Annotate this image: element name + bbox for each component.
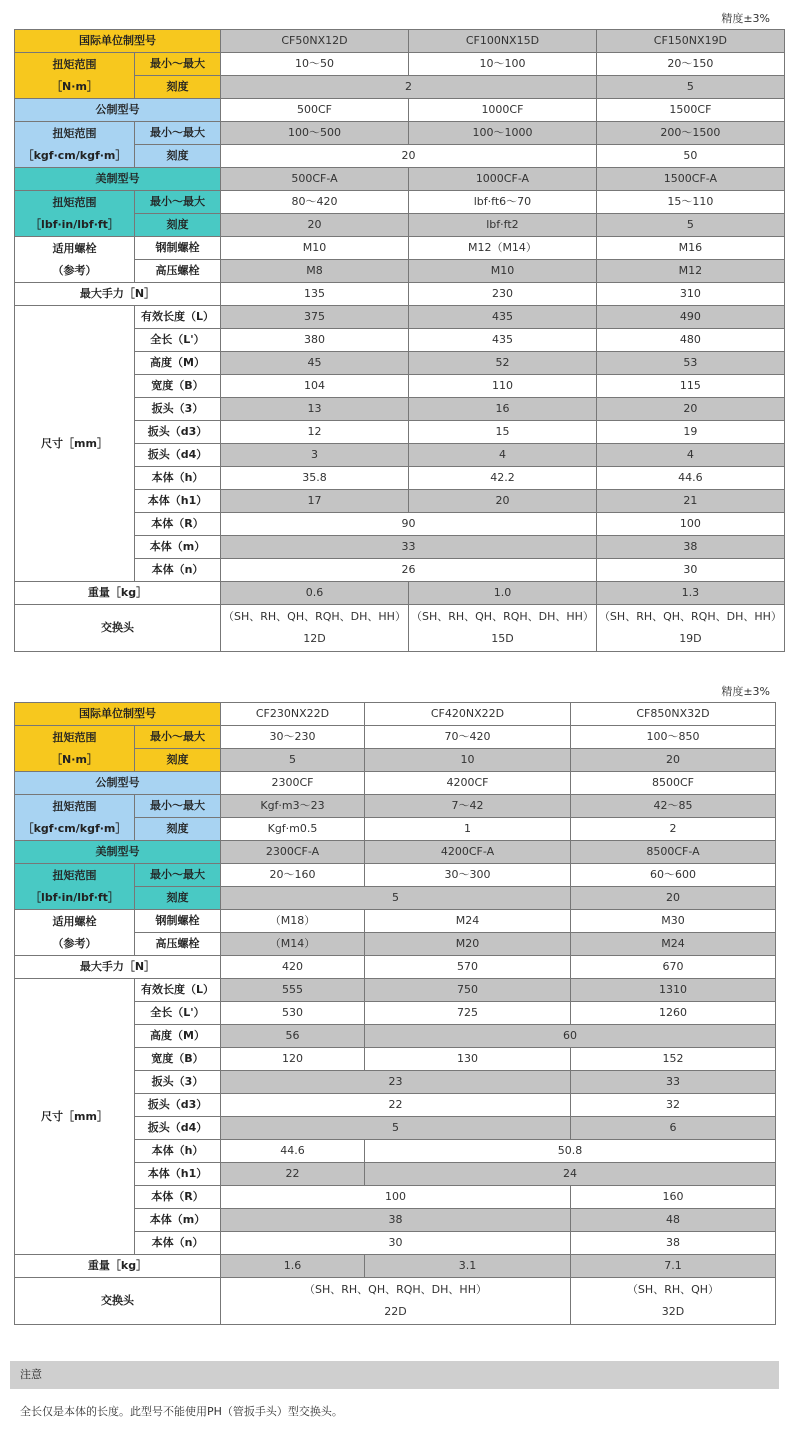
unit-label: ［N·m］ [51,79,98,93]
value-cell: Kgf·m3～23 [221,795,365,818]
value-cell: 10～100 [408,53,596,76]
value-cell: 130 [365,1048,571,1071]
model-cell: 1500CF [596,99,784,122]
value-cell: 45 [221,352,409,375]
unit-label: ［lbf·in/lbf·ft］ [30,890,119,904]
value-cell: 22 [221,1163,365,1186]
value-cell: 19 [596,421,784,444]
dim-label: 全长（L'） [135,1002,221,1025]
value-cell: 44.6 [596,467,784,490]
exchange-types: （SH、RH、QH、RQH、DH、HH） [410,610,594,623]
value-cell: 44.6 [221,1140,365,1163]
table-row [15,306,785,329]
value-cell: 670 [571,956,776,979]
dim-label: 本体（m） [135,1209,221,1232]
note-text: 全长仅是本体的长度。此型号不能使用PH（管扳手头）型交换头。 [20,1405,343,1418]
value-cell: 1.3 [596,582,784,605]
value-cell: 104 [221,375,409,398]
weight-label: 重量［kg］ [15,582,221,605]
model-cell: 2300CF-A [221,841,365,864]
hp-bolt-label: 高压螺栓 [135,260,221,283]
value-cell: 152 [571,1048,776,1071]
exchange-size: 22D [384,1305,407,1318]
value-cell: 38 [571,1232,776,1255]
value-cell: 52 [408,352,596,375]
value-cell: 26 [221,559,597,582]
dim-label: 本体（h1） [135,490,221,513]
table-row [15,956,776,979]
value-cell: 30 [596,559,784,582]
exchange-cell [221,1278,571,1325]
dim-label: 本体（n） [135,1232,221,1255]
exchange-size: 19D [679,632,702,645]
value-cell: M30 [571,910,776,933]
value-cell: 1 [365,818,571,841]
value-cell: 2 [221,76,597,99]
model-cell: 1000CF-A [408,168,596,191]
value-cell: 100～850 [571,726,776,749]
table-row [15,53,785,76]
value-cell: 21 [596,490,784,513]
value-cell: 38 [221,1209,571,1232]
value-cell: （M14） [221,933,365,956]
value-cell: 1.6 [221,1255,365,1278]
table-row [15,605,785,652]
value-cell: lbf·ft6～70 [408,191,596,214]
value-cell: 20 [596,398,784,421]
value-cell: 120 [221,1048,365,1071]
table-row [15,795,776,818]
model-cell: CF230NX22D [221,703,365,726]
value-cell: 70～420 [365,726,571,749]
table-row [15,1278,776,1325]
dim-label: 高度（M） [135,1025,221,1048]
value-cell: 7～42 [365,795,571,818]
value-cell: 115 [596,375,784,398]
value-cell: 30～230 [221,726,365,749]
bolt-label [15,237,135,283]
weight-label: 重量［kg］ [15,1255,221,1278]
dimensions-label: 尺寸［mm］ [15,306,135,582]
value-cell: 5 [596,214,784,237]
value-cell: 5 [221,749,365,772]
dim-label: 扳头（d4） [135,444,221,467]
model-cell: 4200CF-A [365,841,571,864]
value-cell: 17 [221,490,409,513]
value-cell: 12 [221,421,409,444]
value-cell: 50.8 [365,1140,776,1163]
min-max-label: 最小～最大 [135,795,221,818]
model-cell: 1500CF-A [596,168,784,191]
exchange-cell [221,605,409,652]
dim-label: 本体（h1） [135,1163,221,1186]
table-row [15,910,776,933]
scale-label: 刻度 [135,818,221,841]
torque-range-lbf-label [15,191,135,237]
note-title: 注意 [10,1361,779,1389]
value-cell: M24 [365,910,571,933]
value-cell: 50 [596,145,784,168]
torque-range-label: 扭矩范围 [52,799,97,813]
unit-label: ［lbf·in/lbf·ft］ [30,217,119,231]
model-cell: 500CF [221,99,409,122]
table-row [15,726,776,749]
unit-label: ［kgf·cm/kgf·m］ [22,148,127,162]
spec-table-1 [14,29,785,652]
dim-label: 有效长度（L） [135,979,221,1002]
model-cell: CF420NX22D [365,703,571,726]
table-row [15,979,776,1002]
value-cell: 160 [571,1186,776,1209]
exchange-head-label: 交换头 [15,605,221,652]
value-cell: 480 [596,329,784,352]
value-cell: 1310 [571,979,776,1002]
bolt-ref: （参考） [52,936,97,950]
value-cell: 6 [571,1117,776,1140]
value-cell: 100 [596,513,784,536]
torque-range-label: 扭矩范围 [52,195,97,209]
exchange-size: 32D [661,1305,685,1318]
value-cell: 1260 [571,1002,776,1025]
value-cell: M20 [365,933,571,956]
min-max-label: 最小～最大 [135,53,221,76]
table-row [15,703,776,726]
value-cell: M12 [596,260,784,283]
table-row [15,99,785,122]
torque-range-lbf-label [15,864,135,910]
us-model-label: 美制型号 [15,168,221,191]
dimensions-label: 尺寸［mm］ [15,979,135,1255]
dim-label: 扳头（3） [135,1071,221,1094]
value-cell: 3.1 [365,1255,571,1278]
exchange-size: 15D [491,632,514,645]
value-cell: 490 [596,306,784,329]
model-cell: 2300CF [221,772,365,795]
min-max-label: 最小～最大 [135,191,221,214]
exchange-types: （SH、RH、QH、RQH、DH、HH） [223,610,406,623]
value-cell: 80～420 [221,191,409,214]
value-cell: 16 [408,398,596,421]
min-max-label: 最小～最大 [135,122,221,145]
value-cell: 5 [221,1117,571,1140]
exchange-types: （SH、RH、QH） [626,1283,720,1296]
torque-range-label: 扭矩范围 [52,868,97,882]
unit-label: ［N·m］ [51,752,98,766]
bolt-label [15,910,135,956]
dim-label: 高度（M） [135,352,221,375]
value-cell: M12（M14） [408,237,596,260]
model-cell: 8500CF [571,772,776,795]
intl-model-label: 国际单位制型号 [15,30,221,53]
value-cell: 2 [571,818,776,841]
value-cell: 56 [221,1025,365,1048]
model-cell: CF850NX32D [571,703,776,726]
table-row [15,1255,776,1278]
exchange-head-label: 交换头 [15,1278,221,1325]
table-row [15,237,785,260]
value-cell: 22 [221,1094,571,1117]
value-cell: lbf·ft2 [408,214,596,237]
value-cell: 32 [571,1094,776,1117]
value-cell: 15～110 [596,191,784,214]
model-cell: 1000CF [408,99,596,122]
bolt-title: 适用螺栓 [52,241,97,255]
value-cell: 725 [365,1002,571,1025]
value-cell: 435 [408,306,596,329]
torque-range-label: 扭矩范围 [52,730,97,744]
value-cell: 100～1000 [408,122,596,145]
exchange-types: （SH、RH、QH、RQH、DH、HH） [598,610,782,623]
dim-label: 本体（R） [135,513,221,536]
value-cell: 1.0 [408,582,596,605]
value-cell: 0.6 [221,582,409,605]
bolt-ref: （参考） [52,263,97,277]
model-cell: CF100NX15D [408,30,596,53]
hp-bolt-label: 高压螺栓 [135,933,221,956]
value-cell: 20 [408,490,596,513]
dim-label: 本体（h） [135,467,221,490]
value-cell: 38 [596,536,784,559]
value-cell: 20 [571,749,776,772]
value-cell: 135 [221,283,409,306]
table-row [15,283,785,306]
table-row [15,168,785,191]
max-force-label: 最大手力［N］ [15,283,221,306]
model-cell: CF50NX12D [221,30,409,53]
value-cell: 4 [596,444,784,467]
scale-label: 刻度 [135,887,221,910]
value-cell: M10 [221,237,409,260]
value-cell: 53 [596,352,784,375]
value-cell: M16 [596,237,784,260]
table-row [15,191,785,214]
value-cell: 555 [221,979,365,1002]
value-cell: 435 [408,329,596,352]
value-cell: 375 [221,306,409,329]
value-cell: 60 [365,1025,776,1048]
model-cell: 500CF-A [221,168,409,191]
dim-label: 扳头（d3） [135,1094,221,1117]
table-row [15,772,776,795]
value-cell: 7.1 [571,1255,776,1278]
us-model-label: 美制型号 [15,841,221,864]
exchange-types: （SH、RH、QH、RQH、DH、HH） [304,1283,487,1296]
value-cell: 42～85 [571,795,776,818]
value-cell: 570 [365,956,571,979]
exchange-size: 12D [303,632,326,645]
steel-bolt-label: 钢制螺栓 [135,910,221,933]
scale-label: 刻度 [135,749,221,772]
precision-note: 精度±3% [721,12,770,25]
value-cell: 35.8 [221,467,409,490]
unit-label: ［kgf·cm/kgf·m］ [22,821,127,835]
value-cell: 420 [221,956,365,979]
scale-label: 刻度 [135,145,221,168]
dim-label: 扳头（d3） [135,421,221,444]
value-cell: 750 [365,979,571,1002]
value-cell: 20 [221,214,409,237]
value-cell: 33 [221,536,597,559]
model-cell: 4200CF [365,772,571,795]
torque-range-kgf-label [15,795,135,841]
intl-model-label: 国际单位制型号 [15,703,221,726]
dim-label: 扳头（3） [135,398,221,421]
dim-label: 本体（m） [135,536,221,559]
table-row [15,841,776,864]
value-cell: 23 [221,1071,571,1094]
value-cell: 15 [408,421,596,444]
exchange-cell [596,605,784,652]
torque-range-nm-label [15,726,135,772]
scale-label: 刻度 [135,76,221,99]
value-cell: 310 [596,283,784,306]
value-cell: 10～50 [221,53,409,76]
value-cell: M24 [571,933,776,956]
value-cell: 13 [221,398,409,421]
value-cell: 380 [221,329,409,352]
value-cell: 42.2 [408,467,596,490]
value-cell: 200～1500 [596,122,784,145]
value-cell: 110 [408,375,596,398]
torque-range-label: 扭矩范围 [52,57,97,71]
value-cell: 48 [571,1209,776,1232]
value-cell: 24 [365,1163,776,1186]
dim-label: 有效长度（L） [135,306,221,329]
value-cell: 4 [408,444,596,467]
value-cell: 100～500 [221,122,409,145]
dim-label: 本体（R） [135,1186,221,1209]
value-cell: 20～160 [221,864,365,887]
value-cell: （M18） [221,910,365,933]
precision-note: 精度±3% [721,685,770,698]
value-cell: 5 [596,76,784,99]
value-cell: 30～300 [365,864,571,887]
spec-table-2 [14,702,776,1325]
min-max-label: 最小～最大 [135,864,221,887]
dim-label: 宽度（B） [135,375,221,398]
value-cell: Kgf·m0.5 [221,818,365,841]
value-cell: 20 [571,887,776,910]
bolt-title: 适用螺栓 [52,914,97,928]
exchange-cell [571,1278,776,1325]
metric-model-label: 公制型号 [15,772,221,795]
table-row [15,582,785,605]
dim-label: 扳头（d4） [135,1117,221,1140]
table-row [15,864,776,887]
torque-range-label: 扭矩范围 [52,126,97,140]
steel-bolt-label: 钢制螺栓 [135,237,221,260]
value-cell: M10 [408,260,596,283]
dim-label: 本体（h） [135,1140,221,1163]
min-max-label: 最小～最大 [135,726,221,749]
model-cell: 8500CF-A [571,841,776,864]
value-cell: 10 [365,749,571,772]
value-cell: 100 [221,1186,571,1209]
table-row [15,122,785,145]
value-cell: 60～600 [571,864,776,887]
value-cell: M8 [221,260,409,283]
value-cell: 5 [221,887,571,910]
value-cell: 90 [221,513,597,536]
metric-model-label: 公制型号 [15,99,221,122]
table-row [15,30,785,53]
exchange-cell [408,605,596,652]
value-cell: 20 [221,145,597,168]
dim-label: 全长（L'） [135,329,221,352]
value-cell: 3 [221,444,409,467]
torque-range-kgf-label [15,122,135,168]
dim-label: 本体（n） [135,559,221,582]
max-force-label: 最大手力［N］ [15,956,221,979]
scale-label: 刻度 [135,214,221,237]
value-cell: 530 [221,1002,365,1025]
value-cell: 30 [221,1232,571,1255]
torque-range-nm-label [15,53,135,99]
value-cell: 230 [408,283,596,306]
model-cell: CF150NX19D [596,30,784,53]
dim-label: 宽度（B） [135,1048,221,1071]
value-cell: 20～150 [596,53,784,76]
value-cell: 33 [571,1071,776,1094]
